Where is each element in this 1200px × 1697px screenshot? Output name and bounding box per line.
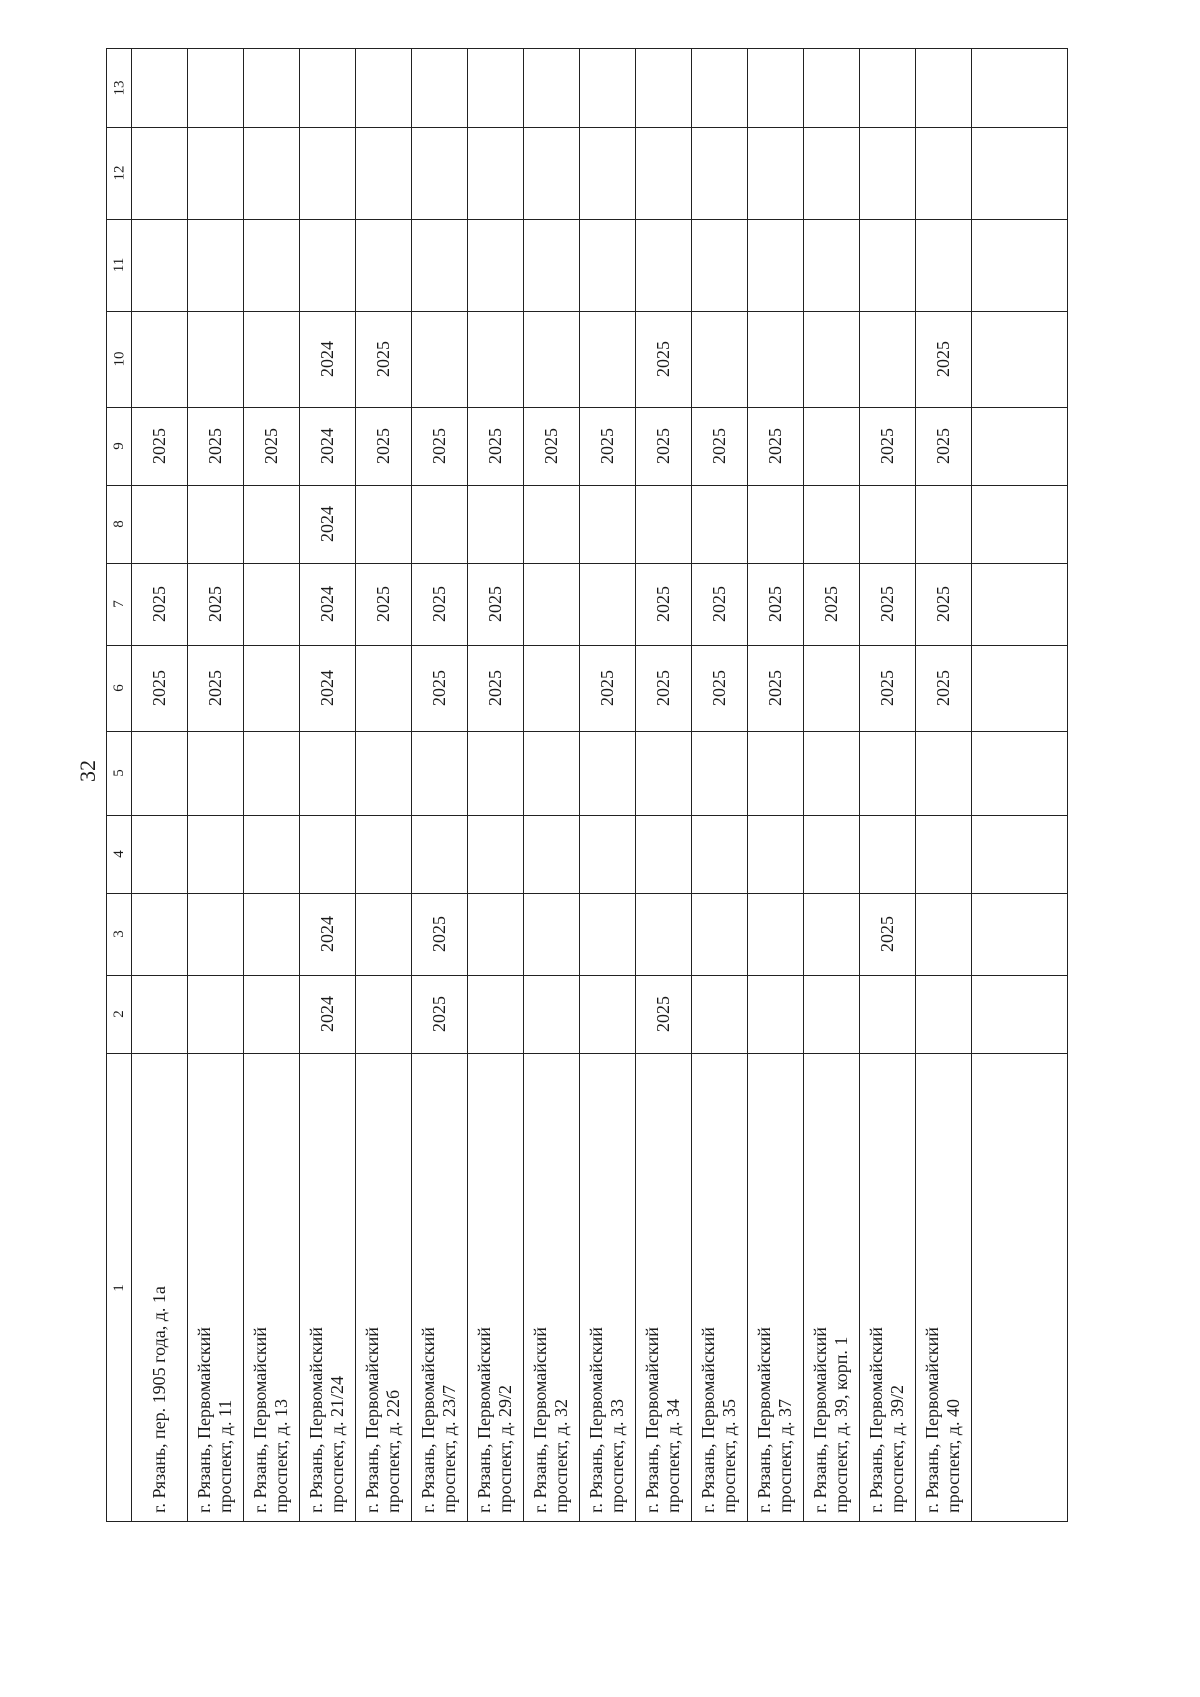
address-line: проспект, д. 11 xyxy=(214,1399,235,1513)
year-cell xyxy=(467,975,523,1053)
year-cell: 2025 xyxy=(429,996,449,1032)
year-cell xyxy=(355,645,411,731)
address-line: г. Рязань, Первомайский xyxy=(361,1327,382,1513)
address-line: проспект, д. 33 xyxy=(606,1399,627,1513)
address-cell xyxy=(803,1053,859,1523)
year-cell xyxy=(131,815,187,893)
year-cell xyxy=(243,485,299,563)
year-cell: 2025 xyxy=(429,428,449,464)
year-cell xyxy=(747,127,803,219)
year-cell xyxy=(803,407,859,485)
year-cell: 2025 xyxy=(933,428,953,464)
year-cell xyxy=(691,815,747,893)
year-cell xyxy=(691,731,747,815)
address-line: г. Рязань, Первомайский xyxy=(809,1327,830,1513)
year-cell xyxy=(411,485,467,563)
year-cell xyxy=(131,975,187,1053)
year-cell xyxy=(803,311,859,407)
year-cell xyxy=(579,219,635,311)
address-line: г. Рязань, Первомайский xyxy=(529,1327,550,1513)
year-cell xyxy=(579,311,635,407)
year-cell: 2024 xyxy=(317,586,337,622)
year-cell xyxy=(355,731,411,815)
year-cell: 2025 xyxy=(933,586,953,622)
column-number-header: 11 xyxy=(110,257,127,273)
year-cell xyxy=(243,645,299,731)
year-cell xyxy=(691,975,747,1053)
year-cell xyxy=(187,311,243,407)
year-cell xyxy=(691,485,747,563)
year-cell xyxy=(691,49,747,127)
column-number-header: 12 xyxy=(111,165,127,181)
year-cell xyxy=(467,49,523,127)
year-cell xyxy=(803,219,859,311)
year-cell: 2024 xyxy=(317,428,337,464)
year-cell xyxy=(411,127,467,219)
address-cell xyxy=(187,1053,243,1523)
year-cell: 2025 xyxy=(653,428,673,464)
year-cell: 2025 xyxy=(765,670,785,706)
column-number-header: 10 xyxy=(111,351,127,367)
year-cell: 2024 xyxy=(317,341,337,377)
year-cell xyxy=(411,731,467,815)
year-cell xyxy=(579,815,635,893)
year-cell: 2025 xyxy=(541,428,561,464)
year-cell xyxy=(747,49,803,127)
year-cell xyxy=(635,127,691,219)
year-cell xyxy=(635,485,691,563)
year-cell xyxy=(467,731,523,815)
address-line: проспект, д. 39, корп. 1 xyxy=(830,1336,851,1513)
year-cell xyxy=(803,645,859,731)
year-cell xyxy=(859,815,915,893)
year-cell: 2025 xyxy=(597,428,617,464)
year-cell xyxy=(187,219,243,311)
year-cell xyxy=(523,975,579,1053)
year-cell: 2025 xyxy=(205,670,225,706)
year-cell xyxy=(131,893,187,975)
year-cell xyxy=(859,127,915,219)
year-cell xyxy=(747,731,803,815)
address-line: проспект, д. 37 xyxy=(774,1399,795,1513)
year-cell xyxy=(579,49,635,127)
address-line: г. Рязань, Первомайский xyxy=(865,1327,886,1513)
year-cell xyxy=(131,731,187,815)
column-number-header: 4 xyxy=(111,850,127,858)
year-cell xyxy=(803,975,859,1053)
year-cell xyxy=(859,975,915,1053)
year-cell xyxy=(243,219,299,311)
address-line: г. Рязань, Первомайский xyxy=(697,1327,718,1513)
year-cell xyxy=(243,311,299,407)
year-cell xyxy=(243,893,299,975)
year-cell xyxy=(467,485,523,563)
year-cell xyxy=(859,49,915,127)
year-cell xyxy=(523,485,579,563)
year-cell xyxy=(131,219,187,311)
year-cell xyxy=(523,815,579,893)
column-number-header: 13 xyxy=(111,80,127,96)
address-line: проспект, д. 40 xyxy=(942,1399,963,1513)
address-cell xyxy=(355,1053,411,1523)
year-cell xyxy=(579,127,635,219)
year-cell xyxy=(579,563,635,645)
column-number-header: 7 xyxy=(111,600,127,608)
year-cell xyxy=(915,815,971,893)
year-cell xyxy=(747,893,803,975)
year-cell xyxy=(243,563,299,645)
year-cell xyxy=(915,975,971,1053)
year-cell: 2025 xyxy=(933,670,953,706)
year-cell: 2025 xyxy=(205,586,225,622)
address-line: проспект, д. 34 xyxy=(662,1399,683,1513)
year-cell xyxy=(747,815,803,893)
year-cell: 2025 xyxy=(653,670,673,706)
year-cell xyxy=(131,485,187,563)
year-cell: 2024 xyxy=(317,506,337,542)
year-cell xyxy=(467,893,523,975)
address-line: проспект, д. 32 xyxy=(550,1399,571,1513)
year-cell xyxy=(131,311,187,407)
year-cell xyxy=(355,49,411,127)
year-cell xyxy=(187,485,243,563)
year-cell xyxy=(691,311,747,407)
year-cell xyxy=(803,49,859,127)
year-cell xyxy=(691,893,747,975)
year-cell: 2025 xyxy=(485,586,505,622)
year-cell xyxy=(635,219,691,311)
year-cell xyxy=(411,311,467,407)
year-cell: 2025 xyxy=(485,428,505,464)
year-cell: 2025 xyxy=(597,670,617,706)
column-number-header: 9 xyxy=(111,442,127,450)
year-cell: 2025 xyxy=(429,916,449,952)
column-number-header: 1 xyxy=(111,1284,127,1292)
year-cell xyxy=(803,485,859,563)
address-cell xyxy=(411,1053,467,1523)
address-line: г. Рязань, Первомайский xyxy=(473,1327,494,1513)
year-cell xyxy=(243,731,299,815)
year-cell xyxy=(187,975,243,1053)
address-cell xyxy=(579,1053,635,1523)
year-cell xyxy=(467,219,523,311)
year-cell: 2025 xyxy=(653,586,673,622)
year-cell xyxy=(355,219,411,311)
year-cell xyxy=(523,49,579,127)
year-cell xyxy=(187,893,243,975)
year-cell xyxy=(299,127,355,219)
year-cell xyxy=(635,893,691,975)
address-cell xyxy=(467,1053,523,1523)
address-line: г. Рязань, Первомайский xyxy=(585,1327,606,1513)
year-cell xyxy=(859,219,915,311)
address-cell xyxy=(747,1053,803,1523)
year-cell xyxy=(803,815,859,893)
year-cell xyxy=(747,485,803,563)
year-cell: 2025 xyxy=(653,341,673,377)
year-cell xyxy=(355,485,411,563)
year-cell xyxy=(579,893,635,975)
year-cell: 2025 xyxy=(709,428,729,464)
year-cell xyxy=(299,731,355,815)
year-cell xyxy=(915,127,971,219)
column-number-header: 3 xyxy=(111,930,127,938)
year-cell: 2025 xyxy=(765,428,785,464)
year-cell: 2025 xyxy=(709,586,729,622)
year-cell xyxy=(691,219,747,311)
year-cell: 2025 xyxy=(877,916,897,952)
address-line: проспект, д. 21/24 xyxy=(326,1376,347,1513)
address-line: г. Рязань, Первомайский xyxy=(249,1327,270,1513)
year-cell xyxy=(467,127,523,219)
year-cell xyxy=(523,219,579,311)
address-line: проспект, д. 35 xyxy=(718,1399,739,1513)
address-line: проспект, д. 29/2 xyxy=(494,1385,515,1513)
year-cell: 2025 xyxy=(373,586,393,622)
year-cell xyxy=(411,49,467,127)
year-cell xyxy=(635,49,691,127)
year-cell: 2025 xyxy=(149,586,169,622)
year-cell xyxy=(803,893,859,975)
address-line: г. Рязань, Первомайский xyxy=(753,1327,774,1513)
address-line: проспект, д. 39/2 xyxy=(886,1385,907,1513)
column-number-header: 8 xyxy=(111,520,127,528)
year-cell xyxy=(467,311,523,407)
year-cell xyxy=(579,975,635,1053)
address-line: г. Рязань, Первомайский xyxy=(417,1327,438,1513)
year-cell xyxy=(243,127,299,219)
year-cell: 2025 xyxy=(149,670,169,706)
year-cell xyxy=(523,893,579,975)
year-cell xyxy=(915,219,971,311)
year-cell xyxy=(187,731,243,815)
year-cell: 2025 xyxy=(205,428,225,464)
year-cell xyxy=(243,49,299,127)
column-number-header: 2 xyxy=(111,1010,127,1018)
year-cell xyxy=(635,731,691,815)
year-cell xyxy=(803,731,859,815)
year-cell: 2025 xyxy=(877,670,897,706)
address-line: г. Рязань, Первомайский xyxy=(641,1327,662,1513)
year-cell xyxy=(187,127,243,219)
year-cell xyxy=(859,485,915,563)
column-number-header: 6 xyxy=(111,684,127,692)
year-cell: 2025 xyxy=(765,586,785,622)
year-cell xyxy=(859,731,915,815)
year-cell: 2025 xyxy=(821,586,841,622)
year-cell xyxy=(915,49,971,127)
year-cell: 2025 xyxy=(485,670,505,706)
address-line: проспект, д. 23/7 xyxy=(438,1385,459,1513)
year-cell: 2025 xyxy=(653,996,673,1032)
year-cell xyxy=(803,127,859,219)
address-cell xyxy=(691,1053,747,1523)
address-line: г. Рязань, Первомайский xyxy=(921,1327,942,1513)
year-cell xyxy=(747,219,803,311)
year-cell xyxy=(635,815,691,893)
year-cell xyxy=(747,311,803,407)
year-cell xyxy=(355,893,411,975)
year-cell: 2025 xyxy=(933,341,953,377)
address-cell xyxy=(523,1053,579,1523)
year-cell xyxy=(243,975,299,1053)
year-cell xyxy=(579,485,635,563)
year-cell xyxy=(579,731,635,815)
year-cell xyxy=(915,485,971,563)
year-cell: 2025 xyxy=(373,341,393,377)
year-cell xyxy=(523,311,579,407)
data-table xyxy=(106,48,1068,1522)
year-cell xyxy=(859,311,915,407)
year-cell xyxy=(747,975,803,1053)
year-cell xyxy=(187,815,243,893)
year-cell: 2025 xyxy=(429,670,449,706)
year-cell xyxy=(523,127,579,219)
year-cell xyxy=(915,893,971,975)
year-cell: 2024 xyxy=(317,916,337,952)
year-cell xyxy=(411,815,467,893)
year-cell xyxy=(187,49,243,127)
year-cell: 2025 xyxy=(261,428,281,464)
year-cell: 2025 xyxy=(709,670,729,706)
year-cell xyxy=(299,815,355,893)
year-cell xyxy=(131,127,187,219)
year-cell xyxy=(523,563,579,645)
address-cell xyxy=(859,1053,915,1523)
address-line: проспект, д. 22б xyxy=(382,1389,403,1513)
address-cell xyxy=(915,1053,971,1523)
year-cell xyxy=(411,219,467,311)
year-cell: 2025 xyxy=(429,586,449,622)
year-cell xyxy=(467,815,523,893)
address-cell xyxy=(131,1053,187,1523)
year-cell xyxy=(355,127,411,219)
year-cell: 2025 xyxy=(877,586,897,622)
year-cell: 2025 xyxy=(149,428,169,464)
year-cell xyxy=(355,975,411,1053)
year-cell xyxy=(691,127,747,219)
address-cell xyxy=(635,1053,691,1523)
year-cell: 2025 xyxy=(373,428,393,464)
address-cell xyxy=(243,1053,299,1523)
year-cell: 2024 xyxy=(317,996,337,1032)
year-cell xyxy=(915,731,971,815)
address-line: проспект, д. 13 xyxy=(270,1399,291,1513)
year-cell xyxy=(299,49,355,127)
year-cell xyxy=(523,731,579,815)
year-cell xyxy=(299,219,355,311)
address-line: г. Рязань, пер. 1905 года, д. 1а xyxy=(148,1286,169,1513)
row-divider xyxy=(971,49,972,1521)
year-cell xyxy=(131,49,187,127)
address-line: г. Рязань, Первомайский xyxy=(193,1327,214,1513)
address-cell xyxy=(299,1053,355,1523)
year-cell: 2025 xyxy=(877,428,897,464)
year-cell: 2024 xyxy=(317,670,337,706)
year-cell xyxy=(355,815,411,893)
year-cell xyxy=(523,645,579,731)
address-line: г. Рязань, Первомайский xyxy=(305,1327,326,1513)
page-number: 32 xyxy=(75,760,100,782)
year-cell xyxy=(243,815,299,893)
column-number-header: 5 xyxy=(111,769,127,777)
